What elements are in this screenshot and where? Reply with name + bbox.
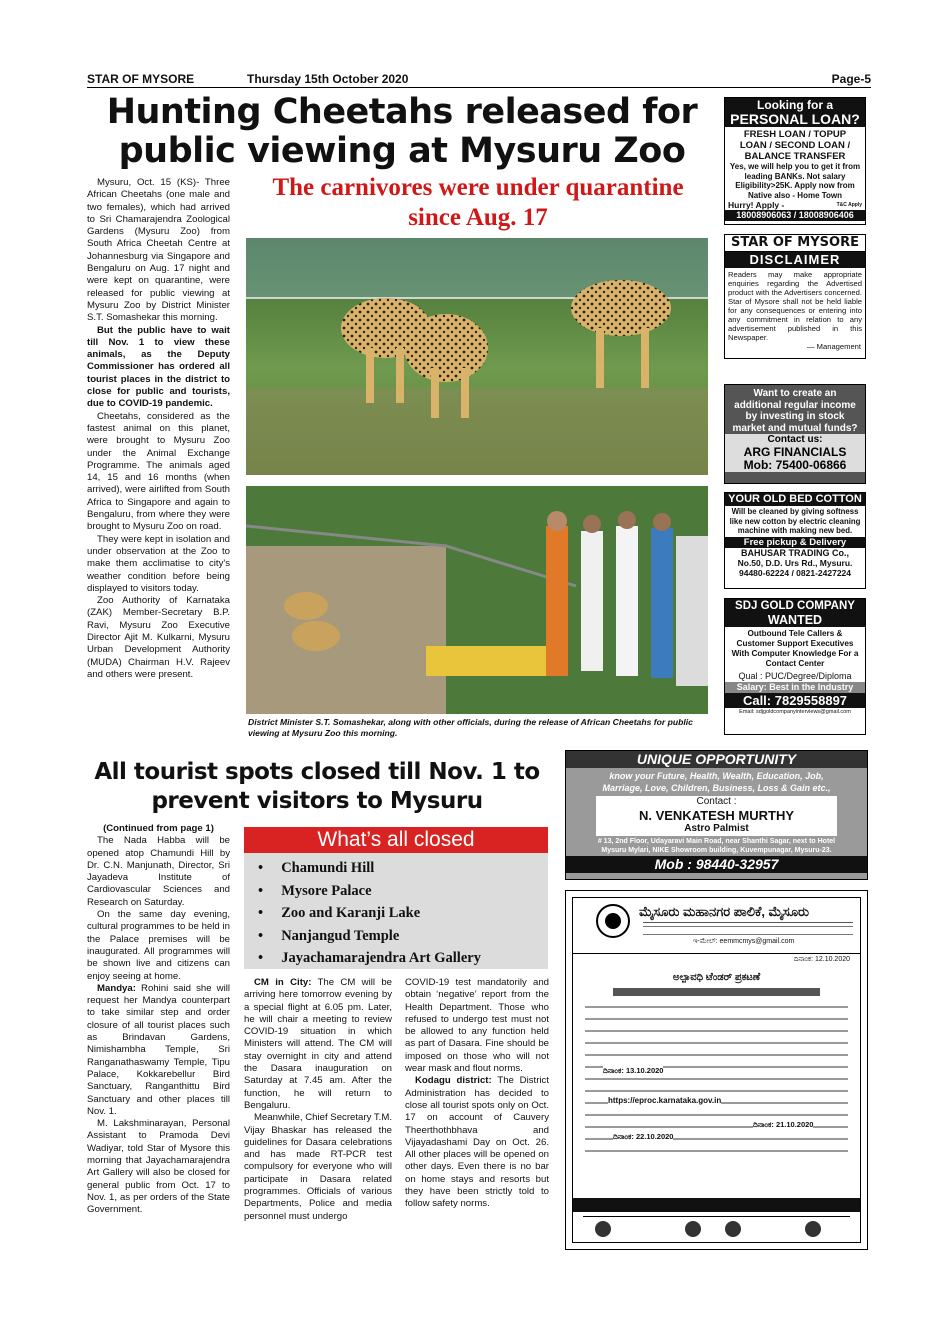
- headline-cheetahs: Hunting Cheetahs released for public viewing at Mysuru Zoo: [106, 92, 698, 172]
- bed-pickup: Free pickup & Delivery: [725, 537, 865, 548]
- tender-heading: ಅಲ್ಪಾವಧಿ ಟೆಂಡರ್ ಪ್ರಕಟಣೆ: [672, 972, 761, 983]
- sdj-call: Call: 7829558897: [725, 693, 865, 708]
- arg-l2: Contact us:: [725, 434, 865, 446]
- closed-item: • Jayachamarajendra Art Gallery: [258, 950, 481, 966]
- article-para: Cheetahs, considered as the fastest animal on this planet, were brought to Mysuru Zoo under the Animal Exchange Programme. The animals aged 14, 15 and 16 months (when arrived), were airlifted from South Africa to Singapore and again to Bengaluru, from where they were brought to Mysuru Zoo on road.: [87, 410, 230, 533]
- tender-divider: [643, 934, 853, 935]
- article-para: COVID-19 test mandatorily and obtain ‘negative’ report from the Health Department. Those who refused to undergo test must not be allowed to any function held as part of Dasara. Fine should be imposed on those who will not wear mask and flout norms.: [405, 977, 549, 1075]
- closed-list: [244, 853, 548, 970]
- tender-divider: [573, 953, 860, 954]
- mandya-text: Rohini said she will request her Mandya counterpart to take similar step and order closure of all tourist places such as Brindavan Gardens, Nimishambha Temple, Sri Ranganathaswamy Temple, Tipu Palace, Kokkarebellur Bird Sanctuary, Ranganthittu Bird Sanctuary and other places till Nov. 1.: [87, 982, 230, 1117]
- article-para: M. Lakshminarayan, Personal Assistant to Pramoda Devi Wadiyar, told Star of Mysore this morning that Jayachamarajendra Art Gallery will also be closed for general public from Oct. 17 to Nov. 1, as per orders of the State Government.: [87, 1118, 230, 1216]
- closed-places-box: [244, 827, 548, 969]
- astro-contact-block: [596, 796, 837, 836]
- astro-contact: Contact :: [696, 796, 737, 807]
- ad-astro: [565, 750, 868, 880]
- article-para: [87, 983, 230, 1118]
- article-para: Zoo Authority of Karnataka (ZAK) Member-Secretary B.P. Ravi, Mysuru Zoo Executive Director Ajit M. Kulkarni, Mysuru Urban Development Authority (MUDA) Chairman H.V. Rajeev and others were present.: [87, 595, 230, 680]
- loan-phone: 18008906063 / 18008906406: [725, 210, 865, 221]
- arg-l1: Want to create an additional regular income by investing in stock market and mutual funds?: [732, 388, 858, 434]
- tender-date2: ದಿನಾಂಕ: 21.10.2020: [753, 1120, 814, 1129]
- cm-lead: CM in City:: [254, 977, 312, 988]
- page-date: Thursday 15th October 2020: [247, 72, 409, 86]
- article-para: [244, 977, 392, 1112]
- ad-tender-notice: [565, 890, 868, 1250]
- kodagu-lead: Kodagu district:: [415, 1075, 492, 1087]
- photo-caption: District Minister S.T. Somashekar, along with other officials, during the release of African Cheetahs for public viewing at Mysuru Zoo this morning.: [248, 717, 693, 738]
- tender-date1: ದಿನಾಂಕ: 13.10.2020: [603, 1066, 664, 1075]
- emblem-icon: [595, 903, 631, 939]
- minister-photo: [246, 486, 708, 714]
- disclaimer-brand: STAR OF MYSORE: [725, 235, 865, 252]
- article-para: Meanwhile, Chief Secretary T.M. Vijay Bhaskar has released the guidelines for Dasara celebrations and has made RT-PCR test compulsory for everyone who will participate in Dasara related programmes. Officials of various Departments, Police and media personnel must undergo: [244, 1112, 392, 1222]
- page-number: Page-5: [831, 72, 871, 86]
- subhead-cheetahs: The carnivores were under quarantine since Aug. 17: [272, 174, 684, 231]
- loan-tc: T&C Apply: [836, 202, 862, 208]
- bed-phone: 94480-62224 / 0821-2427224: [738, 568, 852, 578]
- article-para: Mysuru, Oct. 15 (KS)- Three African Cheetahs (one male and two females), which had arrived to Sri Chamarajendra Zoological Gardens (Mysuru Zoo) from South Africa Cheetah Centre at Johannesburg via Singapore and Bengaluru on Aug. 17 night and were kept on quarantine, were released for public viewing at Mysuru Zoo by District Minister S.T. Somashekar this morning.: [87, 177, 230, 324]
- tender-covid-icons: [583, 1216, 850, 1240]
- astro-text: know your Future, Health, Wealth, Education, Job, Marriage, Love, Children, Business, Loss & Gain etc.,: [602, 771, 831, 793]
- closed-item-text: Jayachamarajendra Art Gallery: [281, 950, 481, 966]
- headline-tourist-spots: All tourist spots closed till Nov. 1 to prevent visitors to Mysuru: [94, 759, 540, 814]
- astro-title: UNIQUE OPPORTUNITY: [566, 751, 867, 768]
- astro-name: N. VENKATESH MURTHY: [638, 808, 795, 823]
- ad-sdj-gold: [724, 598, 866, 735]
- tourist-article-col2: [244, 977, 392, 1223]
- article-para: But the public have to wait till Nov. 1 to view these animals, as the Deputy Commissioner has ordered all tourist places in the district to close for public and tourists, due to COVID-19 pandemic.: [87, 324, 230, 410]
- tender-date: ದಿನಾಂಕ: 12.10.2020: [793, 956, 850, 963]
- sdj-title2: WANTED: [725, 613, 865, 627]
- tender-divider: [643, 922, 853, 925]
- cheetah-photo: [246, 238, 708, 475]
- closed-item: • Chamundi Hill: [258, 860, 375, 876]
- tourist-article-col1: [87, 823, 230, 1217]
- tender-title: ಮೈಸೂರು ಮಹಾನಗರ ಪಾಲಿಕೆ, ಮೈಸೂರು: [639, 904, 810, 919]
- sdj-salary: Salary: Best in the Industry: [725, 682, 865, 693]
- loan-l2: PERSONAL LOAN?: [725, 112, 865, 127]
- tourist-article-col3: [405, 977, 549, 1211]
- closed-item: • Nanjangud Temple: [258, 927, 400, 944]
- tender-eproc: https://eproc.karnataka.gov.in: [608, 1096, 722, 1105]
- ad-arg-financials: [724, 384, 866, 484]
- tender-date3: ದಿನಾಂಕ: 22.10.2020: [613, 1132, 674, 1141]
- arg-l3: ARG FINANCIALS: [725, 446, 865, 459]
- closed-item: • Mysore Palace: [258, 882, 372, 899]
- arg-l4: Mob: 75400-06866: [725, 459, 865, 472]
- closed-box-title: What’s all closed: [244, 827, 548, 853]
- loan-l1: Looking for a: [725, 98, 865, 112]
- bed-title: YOUR OLD BED COTTON: [725, 493, 865, 506]
- cm-text: The CM will be arriving here tomorrow evening by a special flight at 6.05 pm. Later, he will chair a meeting to review COVID-19 situation in which Ministers will attend. The CM will stay overnight in city and attend the Dasara inauguration on Saturday at 7.45 am. After the function, he will return to Bengaluru.: [244, 977, 392, 1111]
- sdj-qual: Qual : PUC/Degree/Diploma: [738, 671, 852, 681]
- ad-bed-cotton: [724, 492, 866, 589]
- astro-role: Astro Palmist: [684, 823, 749, 834]
- ad-disclaimer: [724, 234, 866, 359]
- disclaimer-sign: — Management: [806, 342, 861, 351]
- closed-item-text: Chamundi Hill: [281, 860, 375, 876]
- ad-personal-loan: [724, 97, 866, 225]
- astro-addr: # 13, 2nd Floor, Udayaravi Main Road, near Shanthi Sagar, next to Hotel Mysuru Mylari, NIKE Showroom building, Kuvempunagar, Mysuru-23.: [597, 838, 836, 854]
- article-para: The Nada Habba will be opened atop Chamundi Hill by Dr. C.N. Manjunath, Director, Sri Jayadeva Institute of Cardiovascular Sciences and Research on Saturday.: [87, 835, 230, 908]
- loan-l4: LOAN / SECOND LOAN /: [739, 140, 851, 151]
- disclaimer-title: DISCLAIMER: [725, 252, 865, 268]
- tender-divider: [643, 926, 853, 927]
- closed-item-text: Zoo and Karanji Lake: [281, 905, 421, 921]
- bed-addr: No.50, D.D. Urs Rd., Mysuru.: [737, 558, 853, 568]
- loan-l5: BALANCE TRANSFER: [744, 151, 846, 162]
- astro-mob: Mob : 98440-32957: [566, 856, 867, 873]
- sdj-text: Outbound Tele Callers & Customer Support Executives With Computer Knowledge For a Contact Center: [731, 629, 859, 668]
- article-para: On the same day evening, cultural programmes to be held in the Palace premises will be inaugurated. All programmes will be shown live and citizens can enjoy seeing at home.: [87, 909, 230, 982]
- kodagu-text: The District Administration has decided to close all tourist spots only on Oct. 17 on account of Cauvery Theerthothbhava and Vijayadashami Day on Oct. 26. All other places will be opened on other days. Even there is no bar on home stays and resorts but they have been strictly told to follow safety norms.: [405, 1075, 549, 1210]
- loan-l7-text: Hurry! Apply -: [728, 200, 785, 210]
- article-para: They were kept in isolation and under observation at the Zoo to make them acclimatise to city's weather condition before being displayed to visitors today.: [87, 533, 230, 594]
- article-para: [405, 1075, 549, 1210]
- sdj-email: Email: sdjgoldcompanyinterviews@gmail.com: [739, 709, 851, 715]
- page-header: [87, 72, 871, 88]
- loan-l6: Yes, we will help you to get it from leading BANKs. Not salary Eligibility>25K. Apply now from Native also - Home Town: [729, 162, 861, 200]
- tender-footer-bar: [573, 1198, 860, 1212]
- mandya-lead: Mandya:: [97, 982, 136, 994]
- paper-name: STAR OF MYSORE: [87, 72, 195, 86]
- tender-subheading-bar: [613, 988, 820, 996]
- tender-email: ಇ-ಮೇಲ್: eemmcmys@gmail.com: [693, 938, 795, 945]
- bed-text: Will be cleaned by giving softness like new cotton by electric cleaning machine with making new bed.: [729, 507, 861, 535]
- cheetah-article-body: [87, 177, 230, 681]
- disclaimer-text: Readers may make appropriate enquiries regarding the Advertised product with the Advertisers concerned. Star of Mysore shall not be held liable for any consequences or entering into any commitment in relation to any advertisement published in this Newspaper.: [728, 270, 862, 342]
- closed-item: • Zoo and Karanji Lake: [258, 905, 421, 921]
- loan-l7: [725, 200, 865, 210]
- closed-item-text: Mysore Palace: [281, 882, 372, 899]
- closed-item-text: Nanjangud Temple: [281, 927, 400, 944]
- sdj-title1: SDJ GOLD COMPANY: [725, 599, 865, 613]
- tender-inner: [572, 897, 861, 1243]
- loan-l3: FRESH LOAN / TOPUP: [743, 129, 847, 140]
- continued-note: (Continued from page 1): [103, 823, 214, 834]
- bed-name: BAHUSAR TRADING Co.,: [741, 547, 849, 558]
